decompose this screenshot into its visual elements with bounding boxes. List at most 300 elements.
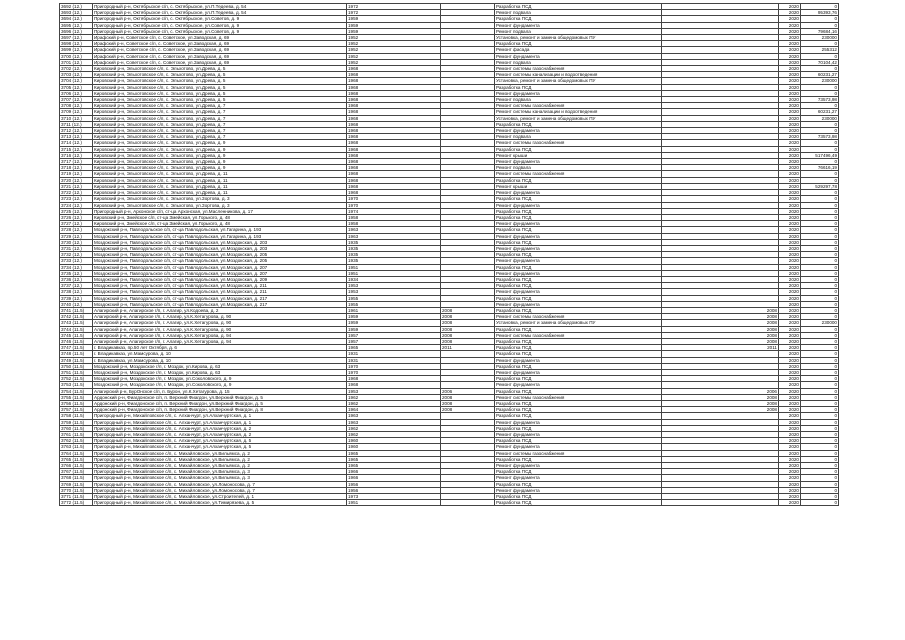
cell-address: Пригородный р-н, Михайловское с/п, с. Михайловское, ул.Вильямса, д. 2 — [93, 450, 347, 456]
cell-year: 2020 — [779, 4, 801, 10]
cell-build-year: 1935 — [347, 245, 441, 251]
cell-cost: 0 — [801, 419, 839, 425]
cell-year: 2020 — [779, 121, 801, 127]
cell-row-number: 3762 (11.5) — [60, 438, 93, 444]
cell-cost: 0 — [801, 276, 839, 282]
cell-cost: 0 — [801, 146, 839, 152]
cell-row-number: 3748 (11.5) — [60, 351, 93, 357]
cell-build-year: 1962 — [347, 394, 441, 400]
cell-work-type: Разработка ПСД — [495, 438, 662, 444]
cell-row-number: 3739 (12.) — [60, 295, 93, 301]
cell-year: 2020 — [779, 16, 801, 22]
cell-address: Моздокский р-н, Павлодольское с/п, ст-ца Павлодольская, ул.Моздокская, д. 209 — [93, 276, 347, 282]
cell-cost: 0 — [801, 177, 839, 183]
cell-build-year: 1968 — [347, 103, 441, 109]
cell-build-year: 1951 — [347, 500, 441, 506]
cell-address: Кировский р-н, Эльхотовское с/п, с. Эльхотово, ул.Древа, д. 11 — [93, 183, 347, 189]
cell-build-year: 1970 — [347, 369, 441, 375]
cell-cost: 0 — [801, 332, 839, 338]
cell-cost: 230000 — [801, 320, 839, 326]
cell-year: 2020 — [779, 152, 801, 158]
cell-row-number: 3763 (11.5) — [60, 444, 93, 450]
cell-cost: 0 — [801, 438, 839, 444]
cell-year: 2020 — [779, 171, 801, 177]
cell-address: Кировский р-н, Эльхотовское с/п, с. Эльхотово, ул.Древа, д. 7 — [93, 128, 347, 134]
cell-year: 2020 — [779, 332, 801, 338]
cell-year: 2020 — [779, 196, 801, 202]
cell-row-number: 3736 (12.) — [60, 276, 93, 282]
cell-work-type: Ремонт фундамента — [495, 463, 662, 469]
cell-build-year: 1959 — [347, 28, 441, 34]
cell-cost: 0 — [801, 270, 839, 276]
cell-work-type: Разработка ПСД — [495, 376, 662, 382]
cell-row-number: 3746 (11.5) — [60, 338, 93, 344]
cell-build-year: 1956 — [347, 481, 441, 487]
cell-row-number: 3753 (11.5) — [60, 382, 93, 388]
cell-cost: 230000 — [801, 78, 839, 84]
cell-work-type: Ремонт фундамента — [495, 221, 662, 227]
cell-work-type: Ремонт крыши — [495, 183, 662, 189]
cell-address: Кировский р-н, Змейское с/п, ст-ца Змейская, ул.Горького, д. 48 — [93, 221, 347, 227]
cell-cost: 0 — [801, 208, 839, 214]
cell-work-type: Ремонт фундамента — [495, 357, 662, 363]
cell-build-year: 1958 — [347, 214, 441, 220]
cell-build-year: 1968 — [347, 66, 441, 72]
cell-address: Пригородный р-н, Михайловское с/п, с. Алханчурт, ул.Алханчуртская, д. 1 — [93, 413, 347, 419]
cell-year: 2020 — [779, 270, 801, 276]
cell-year: 2020 — [779, 283, 801, 289]
cell-build-year: 1959 — [347, 16, 441, 22]
cell-build-year: 1968 — [347, 128, 441, 134]
cell-address: Моздокский р-н, Павлодольское с/п, ст-ца Павлодольская, ул.Моздокская, д. 217 — [93, 295, 347, 301]
cell-year: 2020 — [779, 233, 801, 239]
cell-work-type: Ремонт фундамента — [495, 159, 662, 165]
cell-row-number: 3742 (11.5) — [60, 314, 93, 320]
cell-work-type: Ремонт крыши — [495, 152, 662, 158]
cell-work-type: Ремонт фундамента — [495, 475, 662, 481]
cell-build-year: 1953 — [347, 388, 441, 394]
cell-address: Моздокский р-н, Павлодольское с/п, ст-ца Павлодольская, ул.Моздокская, д. 211 — [93, 289, 347, 295]
cell-work-type: Разработка ПСД — [495, 4, 662, 10]
cell-cost: 0 — [801, 22, 839, 28]
cell-row-number: 3743 (11.5) — [60, 320, 93, 326]
cell-cost: 0 — [801, 128, 839, 134]
cell-cost: 230000 — [801, 35, 839, 41]
cell-year: 2020 — [779, 463, 801, 469]
cell-work-type: Разработка ПСД — [495, 500, 662, 506]
cell-build-year: 1963 — [347, 413, 441, 419]
cell-cost: 0 — [801, 258, 839, 264]
cell-cost: 0 — [801, 388, 839, 394]
cell-build-year: 1968 — [347, 90, 441, 96]
cell-work-type: Разработка ПСД — [495, 469, 662, 475]
cell-plan-year: 2011 — [662, 345, 779, 351]
cell-row-number: 3712 (12.) — [60, 128, 93, 134]
cell-cost: 0 — [801, 264, 839, 270]
cell-address: Моздокский р-н, Павлодольское с/п, ст-ца Павлодольская, ул.Моздокская, д. 217 — [93, 301, 347, 307]
cell-year: 2020 — [779, 301, 801, 307]
cell-plan-year: 2008 — [662, 338, 779, 344]
cell-row-number: 3770 (11.5) — [60, 487, 93, 493]
cell-cost: 0 — [801, 369, 839, 375]
cell-repair-year: 2008 — [441, 326, 495, 332]
cell-build-year: 1935 — [347, 258, 441, 264]
cell-build-year: 1955 — [347, 301, 441, 307]
cell-work-type: Разработка ПСД — [495, 41, 662, 47]
cell-year: 2020 — [779, 66, 801, 72]
cell-year: 2020 — [779, 407, 801, 413]
cell-work-type: Ремонт подвала — [495, 165, 662, 171]
cell-build-year: 1968 — [347, 97, 441, 103]
cell-cost: 0 — [801, 463, 839, 469]
cell-address: Моздокский р-н, Моздокское г/п, г. Моздок, ул.Кирова, д. 63 — [93, 363, 347, 369]
cell-work-type: Разработка ПСД — [495, 214, 662, 220]
cell-row-number: 3751 (11.5) — [60, 369, 93, 375]
cell-cost: 517496,49 — [801, 152, 839, 158]
cell-year: 2020 — [779, 97, 801, 103]
cell-work-type: Ремонт системы газоснабжения — [495, 66, 662, 72]
cell-work-type: Ремонт фундамента — [495, 382, 662, 388]
cell-build-year: 1966 — [347, 475, 441, 481]
cell-address: Кировский р-н, Эльхотовское с/п, с. Эльхотово, ул.Древа, д. 9 — [93, 159, 347, 165]
cell-build-year: 1968 — [347, 382, 441, 388]
cell-repair-year: 2006 — [441, 388, 495, 394]
cell-row-number: 3747 (11.5) — [60, 345, 93, 351]
cell-work-type: Разработка ПСД — [495, 84, 662, 90]
cell-year: 2020 — [779, 494, 801, 500]
cell-repair-year: 2008 — [441, 407, 495, 413]
cell-build-year: 1931 — [347, 357, 441, 363]
cell-year: 2020 — [779, 487, 801, 493]
cell-cost: 0 — [801, 66, 839, 72]
cell-address: Алагирский р-н, Алагирское г/п, г. Алагир, ул.К.Хетагурова, д. 94 — [93, 338, 347, 344]
cell-cost: 0 — [801, 53, 839, 59]
cell-build-year: 1968 — [347, 146, 441, 152]
cell-year: 2020 — [779, 475, 801, 481]
cell-address: Пригородный р-н, Михайловское с/п, с. Алханчурт, ул.Алханчуртская, д. 2 — [93, 425, 347, 431]
cell-year: 2020 — [779, 289, 801, 295]
cell-work-type: Ремонт фундамента — [495, 190, 662, 196]
cell-work-type: Ремонт системы канализации и водоотведения — [495, 72, 662, 78]
cell-year: 2020 — [779, 382, 801, 388]
cell-year: 2020 — [779, 245, 801, 251]
cell-year: 2020 — [779, 456, 801, 462]
cell-build-year: 1931 — [347, 351, 441, 357]
cell-year: 2020 — [779, 183, 801, 189]
cell-work-type: Разработка ПСД — [495, 388, 662, 394]
cell-address: Кировский р-н, Эльхотовское с/п, с. Эльхотово, ул.Древа, д. 7 — [93, 115, 347, 121]
cell-row-number: 3718 (12.) — [60, 165, 93, 171]
cell-work-type: Ремонт фундамента — [495, 258, 662, 264]
table-row — [60, 500, 839, 506]
cell-work-type: Разработка ПСД — [495, 177, 662, 183]
cell-work-type: Разработка ПСД — [495, 16, 662, 22]
cell-address: Пригородный р-н, Октябрьское с/п, с. Октябрьское, ул.Советов, д. 9 — [93, 16, 347, 22]
cell-cost: 0 — [801, 481, 839, 487]
cell-work-type: Ремонт системы газоснабжения — [495, 450, 662, 456]
cell-year: 2020 — [779, 320, 801, 326]
cell-cost: 0 — [801, 500, 839, 506]
cell-cost: 73573,98 — [801, 97, 839, 103]
cell-build-year: 1963 — [347, 227, 441, 233]
cell-work-type: Ремонт фундамента — [495, 444, 662, 450]
cell-address: Кировский р-н, Эльхотовское с/п, с. Эльхотово, ул.Древа, д. 5 — [93, 84, 347, 90]
cell-cost: 0 — [801, 233, 839, 239]
cell-work-type: Ремонт системы газоснабжения — [495, 314, 662, 320]
cell-address: Кировский р-н, Эльхотовское с/п, с. Эльхотово, ул.Зортова, д. 3 — [93, 202, 347, 208]
cell-year: 2020 — [779, 140, 801, 146]
cell-row-number: 3714 (12.) — [60, 140, 93, 146]
cell-repair-year: 2008 — [441, 394, 495, 400]
cell-work-type: Разработка ПСД — [495, 121, 662, 127]
cell-cost: 0 — [801, 357, 839, 363]
cell-cost: 0 — [801, 494, 839, 500]
cell-year: 2020 — [779, 115, 801, 121]
cell-address: Пригородный р-н, Михайловское с/п, с. Михайловское, ул.Ломоносова, д. 7 — [93, 481, 347, 487]
cell-build-year: 1968 — [347, 376, 441, 382]
cell-work-type: Ремонт фундамента — [495, 301, 662, 307]
cell-cost: 0 — [801, 283, 839, 289]
cell-repair-year: 2008 — [441, 320, 495, 326]
cell-row-number: 3700 (12.) — [60, 53, 93, 59]
cell-work-type: Ремонт системы канализации и водоотведения — [495, 109, 662, 115]
cell-year: 2020 — [779, 47, 801, 53]
cell-row-number: 3738 (12.) — [60, 289, 93, 295]
cell-row-number: 3772 (11.5) — [60, 500, 93, 506]
cell-year: 2020 — [779, 202, 801, 208]
cell-build-year: 1968 — [347, 115, 441, 121]
cell-address: Моздокский р-н, Павлодольское с/п, ст-ца Павлодольская, ул.Моздокская, д. 203 — [93, 245, 347, 251]
cell-work-type: Ремонт системы газоснабжения — [495, 171, 662, 177]
cell-row-number: 3729 (12.) — [60, 233, 93, 239]
cell-row-number: 3757 (11.5) — [60, 407, 93, 413]
cell-address: Моздокский р-н, Павлодольское с/п, ст-ца Павлодольская, ул.Гагарина, д. 193 — [93, 227, 347, 233]
cell-row-number: 3765 (11.5) — [60, 456, 93, 462]
cell-cost: 0 — [801, 456, 839, 462]
cell-work-type: Ремонт фундамента — [495, 289, 662, 295]
cell-row-number: 3728 (12.) — [60, 227, 93, 233]
cell-build-year: 1968 — [347, 134, 441, 140]
cell-address: Ирафский р-н, Советское с/п, с. Советское, ул.Заводская, д. 69 — [93, 59, 347, 65]
cell-cost: 95393,76 — [801, 10, 839, 16]
cell-cost: 0 — [801, 221, 839, 227]
cell-row-number: 3719 (12.) — [60, 171, 93, 177]
cell-row-number: 3709 (12.) — [60, 109, 93, 115]
cell-row-number: 3727 (12.) — [60, 221, 93, 227]
cell-address: Алагирский р-н, Алагирское г/п, г. Алагир, ул.К.Хетагурова, д. 90 — [93, 314, 347, 320]
cell-year: 2020 — [779, 363, 801, 369]
cell-work-type: Установка, ремонт и замена общедомовых ПУ — [495, 78, 662, 84]
cell-cost: 0 — [801, 376, 839, 382]
cell-address: Кировский р-н, Эльхотовское с/п, с. Эльхотово, ул.Древа, д. 7 — [93, 121, 347, 127]
cell-build-year: 1959 — [347, 22, 441, 28]
cell-build-year: 1974 — [347, 208, 441, 214]
cell-row-number: 3723 (12.) — [60, 196, 93, 202]
cell-cost: 0 — [801, 41, 839, 47]
cell-year: 2020 — [779, 264, 801, 270]
cell-address: г. Владикавказ, пр.50 лет Октября, д. 6 — [93, 345, 347, 351]
cell-year: 2020 — [779, 109, 801, 115]
cell-year: 2020 — [779, 326, 801, 332]
cell-address: Пригородный р-н, Михайловское с/п, с. Михайловское, ул.Ломоносова, д. 7 — [93, 487, 347, 493]
cell-address: Пригородный р-н, Архонское с/п, ст-ца Архонская, ул.Масленникова, д. 17 — [93, 208, 347, 214]
cell-year: 2020 — [779, 165, 801, 171]
cell-work-type: Ремонт фундамента — [495, 53, 662, 59]
cell-year: 2020 — [779, 214, 801, 220]
cell-year: 2020 — [779, 419, 801, 425]
cell-repair-year: 2008 — [441, 314, 495, 320]
cell-row-number: 3705 (12.) — [60, 84, 93, 90]
cell-year: 2020 — [779, 351, 801, 357]
cell-cost: 0 — [801, 382, 839, 388]
cell-work-type: Ремонт фундамента — [495, 245, 662, 251]
cell-address: Пригородный р-н, Михайловское с/п, с. Михайловское, ул.Вильямса, д. 2 — [93, 463, 347, 469]
cell-work-type: Разработка ПСД — [495, 481, 662, 487]
cell-address: Пригородный р-н, Михайловское с/п, с. Алханчурт, ул.Алханчуртская, д. 5 — [93, 444, 347, 450]
cell-row-number: 3752 (11.5) — [60, 376, 93, 382]
cell-cost: 0 — [801, 425, 839, 431]
cell-work-type: Установка, ремонт и замена общедомовых ПУ — [495, 35, 662, 41]
cell-work-type: Разработка ПСД — [495, 307, 662, 313]
cell-address: Пригородный р-н, Октябрьское с/п, с. Октябрьское, ул.П.Тедеева, д. 54 — [93, 4, 347, 10]
cell-year: 2020 — [779, 239, 801, 245]
cell-row-number: 3733 (12.) — [60, 258, 93, 264]
cell-row-number: 3710 (12.) — [60, 115, 93, 121]
cell-year: 2020 — [779, 450, 801, 456]
cell-year: 2020 — [779, 22, 801, 28]
cell-cost: 230000 — [801, 115, 839, 121]
cell-cost: 0 — [801, 487, 839, 493]
cell-year: 2020 — [779, 438, 801, 444]
cell-work-type: Разработка ПСД — [495, 425, 662, 431]
cell-row-number: 3694 (12.) — [60, 16, 93, 22]
cell-address: Пригородный р-н, Октябрьское с/п, с. Октябрьское, ул.П.Тедеева, д. 54 — [93, 10, 347, 16]
cell-address: Моздокский р-н, Павлодольское с/п, ст-ца Павлодольская, ул.Моздокская, д. 207 — [93, 270, 347, 276]
cell-row-number: 3755 (11.5) — [60, 394, 93, 400]
cell-address: Пригородный р-н, Михайловское с/п, с. Алханчурт, ул.Алханчуртская, д. 2 — [93, 432, 347, 438]
cell-work-type: Разработка ПСД — [495, 239, 662, 245]
cell-cost: 73573,98 — [801, 134, 839, 140]
cell-address: Моздокский р-н, Павлодольское с/п, ст-ца Павлодольская, ул.Моздокская, д. 203 — [93, 239, 347, 245]
cell-row-number: 3744 (11.5) — [60, 326, 93, 332]
cell-repair-year: 2011 — [441, 345, 495, 351]
cell-row-number: 3769 (11.5) — [60, 481, 93, 487]
cell-build-year: 1952 — [347, 35, 441, 41]
cell-build-year: 1962 — [347, 432, 441, 438]
cell-work-type: Ремонт фундамента — [495, 369, 662, 375]
cell-work-type: Разработка ПСД — [495, 413, 662, 419]
cell-build-year: 1959 — [347, 314, 441, 320]
cell-address: Моздокский р-н, Павлодольское с/п, ст-ца Павлодольская, ул.Моздокская, д. 207 — [93, 264, 347, 270]
cell-work-type: Разработка ПСД — [495, 456, 662, 462]
cell-cost: 0 — [801, 252, 839, 258]
cell-year: 2020 — [779, 413, 801, 419]
cell-address: Моздокский р-н, Моздокское г/п, г. Моздок, ул.Соколовского, д. 9 — [93, 382, 347, 388]
cell-address: Пригородный р-н, Октябрьское с/п, с. Октябрьское, ул.Советов, д. 9 — [93, 22, 347, 28]
cell-plan-year: 2008 — [662, 407, 779, 413]
cell-cost: 0 — [801, 444, 839, 450]
cell-address: Моздокский р-н, Моздокское г/п, г. Моздок, ул.Соколовского, д. 9 — [93, 376, 347, 382]
cell-row-number: 3721 (12.) — [60, 183, 93, 189]
cell-address: Кировский р-н, Эльхотовское с/п, с. Эльхотово, ул.Древа, д. 5 — [93, 66, 347, 72]
cell-cost: 0 — [801, 432, 839, 438]
cell-address: Моздокский р-н, Павлодольское с/п, ст-ца Павлодольская, ул.Моздокская, д. 205 — [93, 258, 347, 264]
cell-cost: 0 — [801, 314, 839, 320]
cell-address: Пригородный р-н, Михайловское с/п, с. Михайловское, ул.Вильямса, д. 3 — [93, 475, 347, 481]
cell-year: 2020 — [779, 53, 801, 59]
cell-plan-year — [662, 500, 779, 506]
cell-build-year: 1951 — [347, 264, 441, 270]
cell-work-type: Ремонт системы газоснабжения — [495, 103, 662, 109]
cell-address: Моздокский р-н, Моздокское г/п, г. Моздок, ул.Кирова, д. 63 — [93, 369, 347, 375]
cell-row-number: 3732 (12.) — [60, 252, 93, 258]
cell-year: 2020 — [779, 394, 801, 400]
cell-row-number: 3771 (11.5) — [60, 494, 93, 500]
cell-year: 2020 — [779, 338, 801, 344]
cell-work-type: Разработка ПСД — [495, 276, 662, 282]
cell-row-number: 3711 (12.) — [60, 121, 93, 127]
cell-repair-year: 2008 — [441, 307, 495, 313]
cell-plan-year: 2008 — [662, 314, 779, 320]
cell-row-number: 3699 (12.) — [60, 47, 93, 53]
cell-build-year: 1960 — [347, 444, 441, 450]
cell-year: 2020 — [779, 388, 801, 394]
cell-year: 2020 — [779, 481, 801, 487]
cell-work-type: Ремонт фундамента — [495, 90, 662, 96]
cell-address: Кировский р-н, Эльхотовское с/п, с. Эльхотово, ул.Древа, д. 11 — [93, 171, 347, 177]
cell-cost: 529297,78 — [801, 183, 839, 189]
cell-row-number: 3693 (12.) — [60, 10, 93, 16]
cell-cost: 0 — [801, 196, 839, 202]
cell-row-number: 3692 (12.) — [60, 4, 93, 10]
cell-year: 2020 — [779, 500, 801, 506]
cell-year: 2020 — [779, 307, 801, 313]
cell-address: Ардонский р-н, Фиагдонское с/п, п. Верхний Фиагдон, ул.Верхний Фиагдон, д. 5 — [93, 401, 347, 407]
cell-work-type: Разработка ПСД — [495, 407, 662, 413]
cell-build-year: 1934 — [347, 276, 441, 282]
cell-build-year: 1952 — [347, 59, 441, 65]
cell-build-year: 1968 — [347, 165, 441, 171]
cell-plan-year: 2008 — [662, 394, 779, 400]
repair-schedule-table — [59, 3, 839, 506]
cell-year: 2020 — [779, 369, 801, 375]
cell-build-year: 1968 — [347, 159, 441, 165]
cell-address: Кировский р-н, Эльхотовское с/п, с. Эльхотово, ул.Зортова, д. 3 — [93, 196, 347, 202]
cell-work-type: Разработка ПСД — [495, 283, 662, 289]
cell-build-year: 1964 — [347, 407, 441, 413]
cell-build-year: 1952 — [347, 41, 441, 47]
cell-address: Кировский р-н, Змейское с/п, ст-ца Змейская, ул.Горького, д. 48 — [93, 214, 347, 220]
cell-work-type: Разработка ПСД — [495, 208, 662, 214]
cell-address: Пригородный р-н, Октябрьское с/п, с. Октябрьское, ул.Советов, д. 9 — [93, 28, 347, 34]
cell-build-year: 1957 — [347, 338, 441, 344]
cell-build-year: 1972 — [347, 4, 441, 10]
cell-build-year: 1961 — [347, 307, 441, 313]
cell-row-number: 3716 (12.) — [60, 152, 93, 158]
cell-address: г. Владикавказ, ул.Мамсурова, д. 10 — [93, 351, 347, 357]
cell-build-year: 1968 — [347, 177, 441, 183]
cell-address: Алагирский р-н, Алагирское г/п, г. Алагир, ул.К.Хетагурова, д. 90 — [93, 326, 347, 332]
cell-build-year: 1968 — [347, 72, 441, 78]
cell-build-year: 1968 — [347, 84, 441, 90]
cell-year: 2020 — [779, 59, 801, 65]
cell-cost: 60231,27 — [801, 72, 839, 78]
cell-work-type: Разработка ПСД — [495, 351, 662, 357]
cell-work-type: Ремонт фундамента — [495, 22, 662, 28]
cell-row-number: 3764 (11.5) — [60, 450, 93, 456]
cell-cost: 0 — [801, 227, 839, 233]
cell-row-number: 3761 (11.5) — [60, 432, 93, 438]
